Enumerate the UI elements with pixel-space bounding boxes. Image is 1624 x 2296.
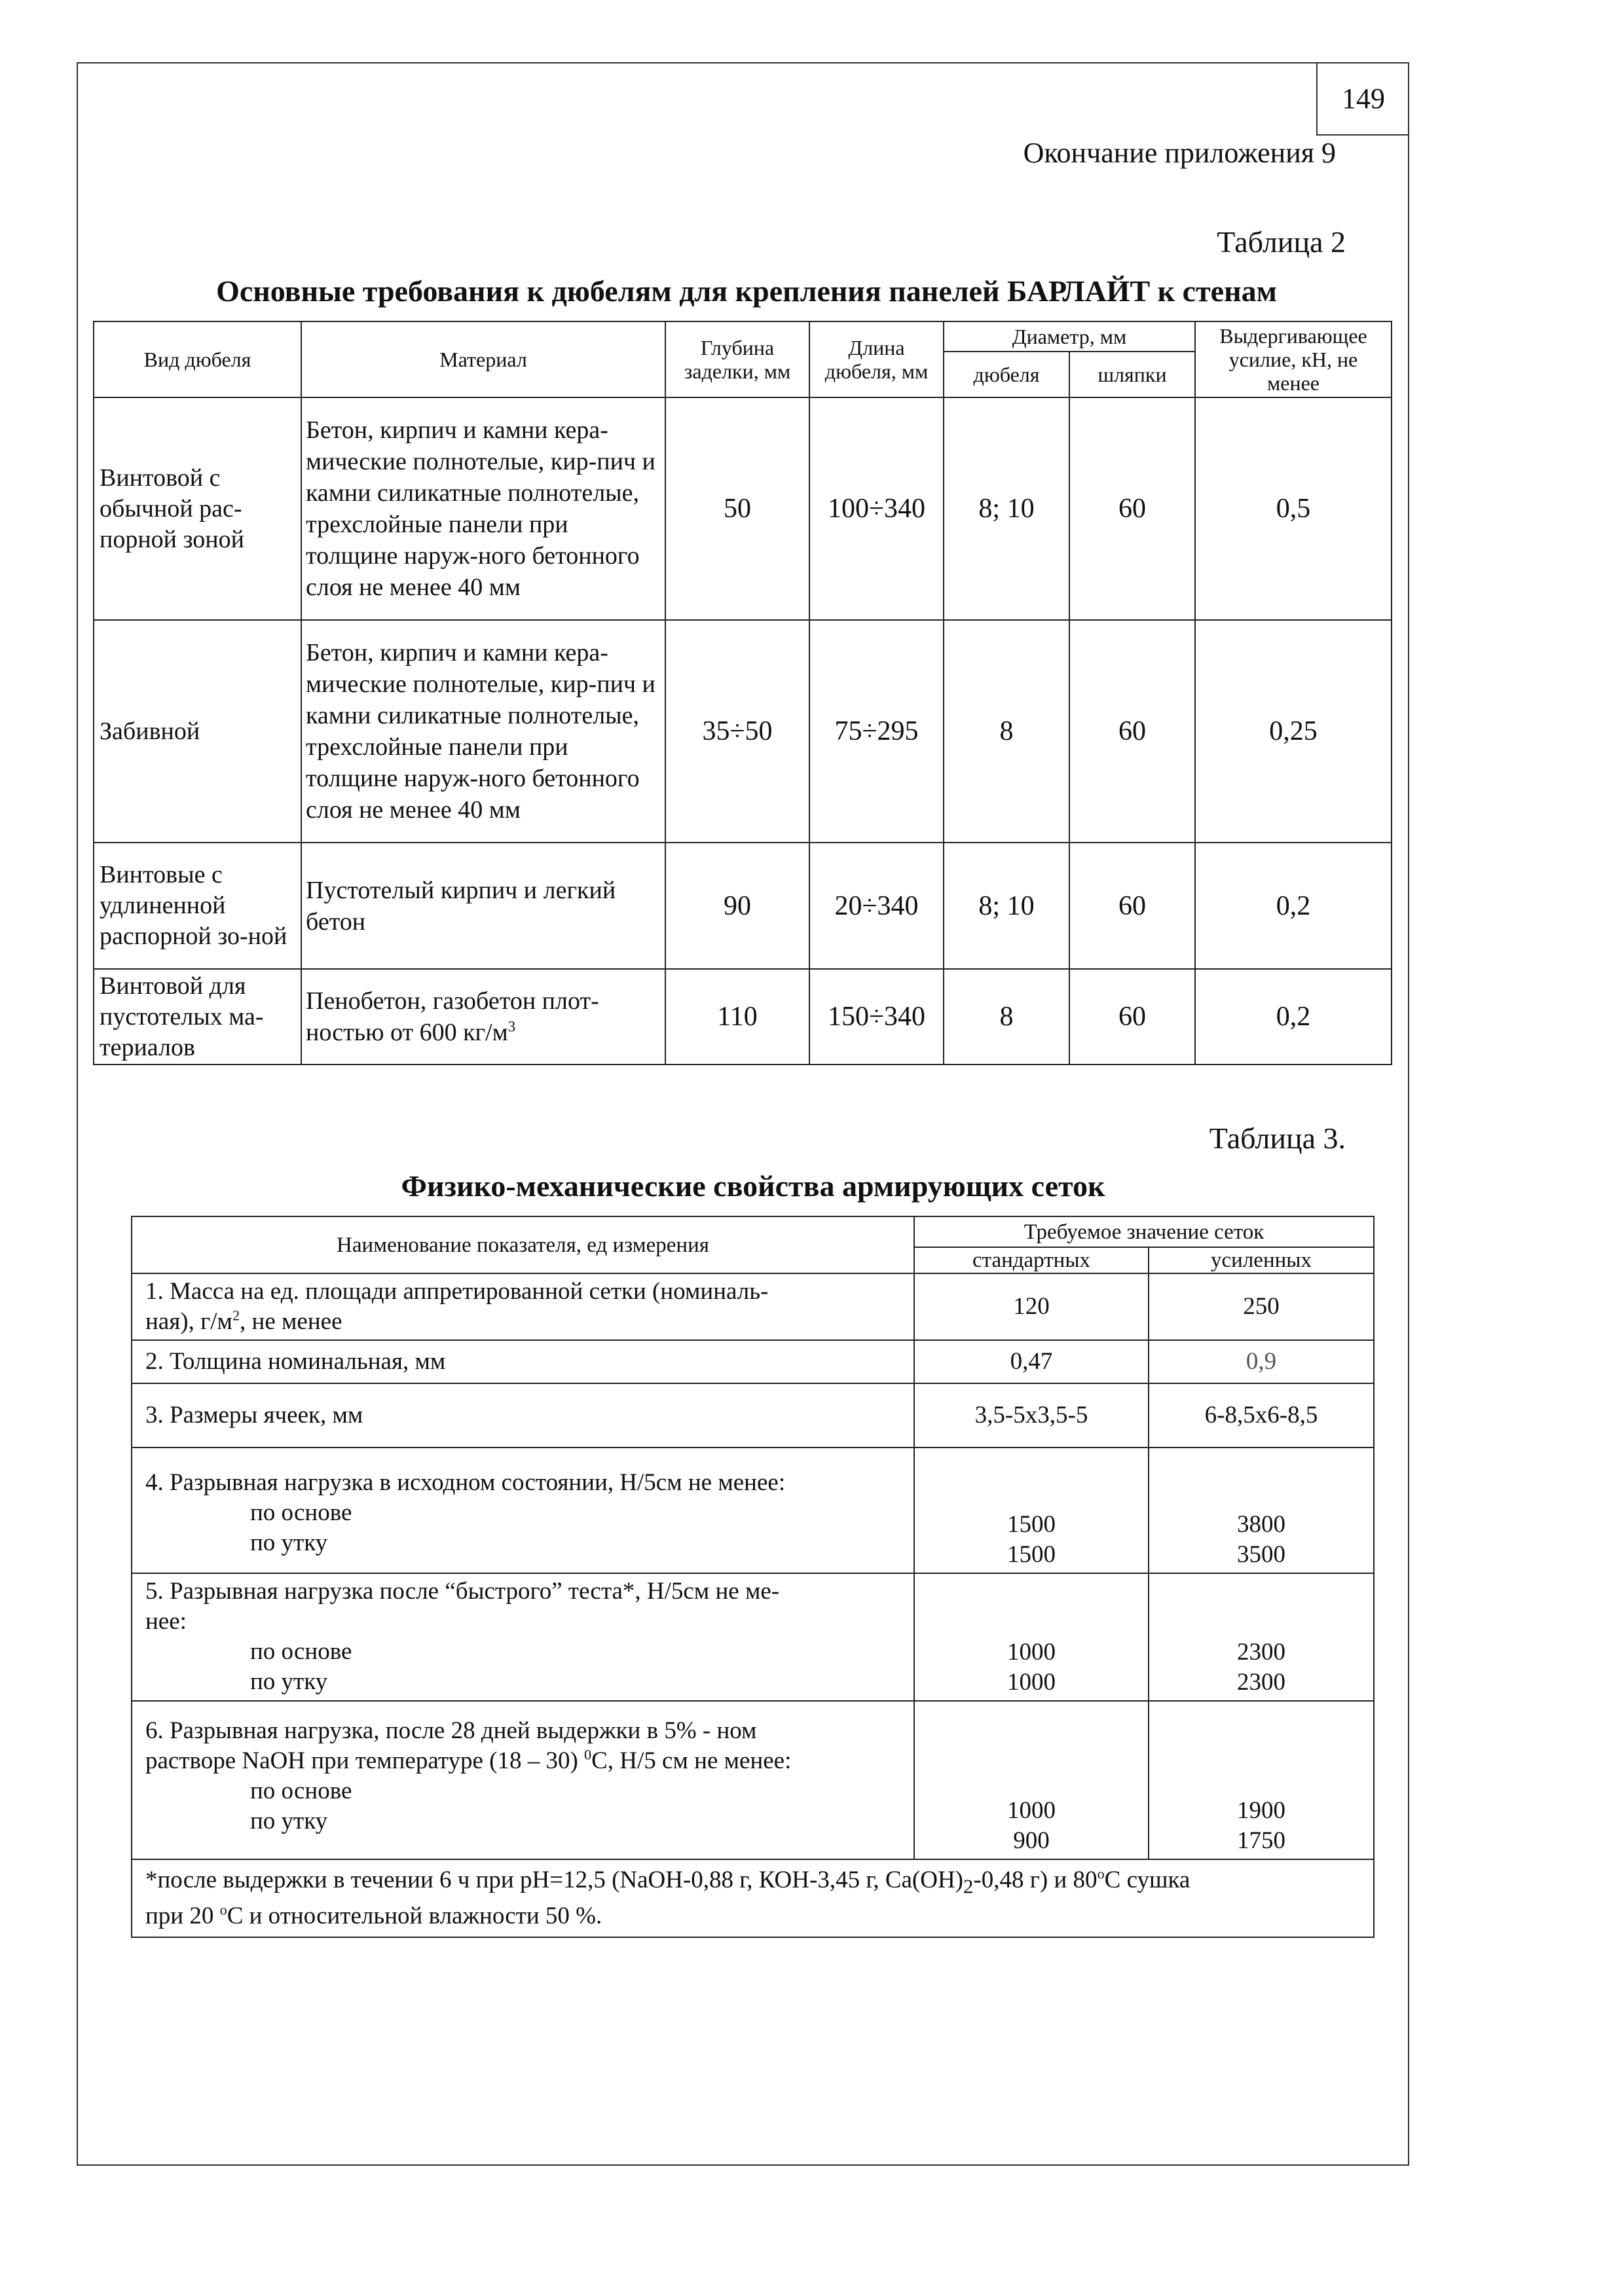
dowel-length: 75÷295 — [809, 620, 944, 843]
pull-force: 0,2 — [1195, 969, 1392, 1065]
dowel-material: Пустотелый кирпич и легкий бетон — [301, 843, 665, 969]
header-indicator: Наименование показателя, ед измерения — [132, 1216, 914, 1273]
table3-caption: Таблица 3. — [1209, 1121, 1346, 1155]
reinforced-value: 2300 2300 — [1149, 1573, 1374, 1701]
pull-force: 0,2 — [1195, 843, 1392, 969]
dowel-material: Пенобетон, газобетон плот-ностью от 600 $кг/м^3$ — [301, 969, 665, 1065]
standard-value: 3,5-5х3,5-5 — [914, 1383, 1149, 1448]
reinforced-value: 3800 3500 — [1149, 1448, 1374, 1573]
dowel-depth: 50 — [665, 397, 809, 620]
header-head-diameter: шляпки — [1069, 352, 1195, 397]
reinforced-value: 1900 1750 — [1149, 1701, 1374, 1859]
header-depth: Глубина заделки, мм — [665, 321, 809, 397]
indicator-label: 1. Масса на ед. площади аппретированной сетки (номиналь- ная), $г/м^2$, не менее — [132, 1273, 914, 1340]
header-reinforced: усиленных — [1149, 1247, 1374, 1273]
standard-value: 0,47 — [914, 1340, 1149, 1383]
dowel-type: Забивной — [94, 620, 301, 843]
reinforced-value: 250 — [1149, 1273, 1374, 1340]
table-row — [94, 397, 1392, 620]
table-row — [94, 969, 1392, 1065]
table2-title: Основные требования к дюбелям для крепления панелей БАРЛАЙТ к стенам — [216, 274, 1277, 308]
header-dowel-diameter: дюбеля — [944, 352, 1069, 397]
page-frame-right — [1408, 62, 1409, 2166]
header-dowel-type: Вид дюбеля — [94, 321, 301, 397]
header-required: Требуемое значение сеток — [914, 1216, 1374, 1247]
dowel-depth: 90 — [665, 843, 809, 969]
head-diameter: 60 — [1069, 397, 1195, 620]
dowel-type: Винтовые с удлиненной распорной зо-ной — [94, 843, 301, 969]
indicator-label: 2. Толщина номинальная, мм — [132, 1340, 914, 1383]
pull-force: 0,5 — [1195, 397, 1392, 620]
superscript: 3 — [507, 1018, 516, 1035]
table3-title: Физико-механические свойства армирующих сеток — [401, 1169, 1105, 1203]
standard-value: 1000 900 — [914, 1701, 1149, 1859]
dowel-material: Бетон, кирпич и камни кера-мические полнотелые, кир-пич и камни силикатные полнотелые, трехслойные панели при толщине наруж-ного бетонного слоя не менее 40 мм — [301, 397, 665, 620]
standard-value: 1500 1500 — [914, 1448, 1149, 1573]
table-row — [132, 1448, 1374, 1573]
header-length: Длина дюбеля, мм — [809, 321, 944, 397]
header-pull-force: Выдергивающее усилие, кН, не менее — [1195, 321, 1392, 397]
head-diameter: 60 — [1069, 620, 1195, 843]
mesh-properties-table — [131, 1216, 1375, 1938]
dowel-length: 100÷340 — [809, 397, 944, 620]
dowel-diameter: 8; 10 — [944, 397, 1069, 620]
indicator-label: 6. Разрывная нагрузка, после 28 дней выдержки в 5% - ном растворе NaOH при температуре (18 – 30) $^0$С, Н/5 см не менее: по основе по утку — [132, 1701, 914, 1859]
dowel-length: 20÷340 — [809, 843, 944, 969]
dowel-diameter: 8 — [944, 969, 1069, 1065]
superscript: 0 — [584, 1746, 592, 1763]
dowel-type: Винтовой с обычной рас-порной зоной — [94, 397, 301, 620]
superscript: 2 — [232, 1307, 240, 1324]
header-material: Материал — [301, 321, 665, 397]
dowel-type: Винтовой для пустотелых ма-териалов — [94, 969, 301, 1065]
table-row — [94, 620, 1392, 843]
dowel-diameter: 8; 10 — [944, 843, 1069, 969]
table-row — [132, 1573, 1374, 1701]
table-row — [94, 843, 1392, 969]
table-row — [132, 1340, 1374, 1383]
dowel-depth: 110 — [665, 969, 809, 1065]
appendix-note: Окончание приложения 9 — [1023, 137, 1336, 169]
page-number: 149 — [1316, 62, 1409, 136]
table-row — [132, 1383, 1374, 1448]
standard-value: 120 — [914, 1273, 1149, 1340]
footnote-row — [132, 1859, 1374, 1937]
reinforced-value: 6-8,5х6-8,5 — [1149, 1383, 1374, 1448]
table-row — [132, 1273, 1374, 1340]
table2-caption: Таблица 2 — [1217, 225, 1346, 259]
dowel-diameter: 8 — [944, 620, 1069, 843]
standard-value: 1000 1000 — [914, 1573, 1149, 1701]
pull-force: 0,25 — [1195, 620, 1392, 843]
dowel-requirements-table — [93, 321, 1392, 1065]
subscript: 2 — [963, 1875, 974, 1898]
indicator-label: 4. Разрывная нагрузка в исходном состоянии, Н/5см не менее: по основе по утку — [132, 1448, 914, 1573]
footnote: *после выдержки в течении 6 ч при рН=12,5 (NaOH-0,88 г, КОН-3,45 г, $Са(ОН)_2-0,48$ г) и $80^оС$ сушка при 20 $^о$С и относительной влажности 50 %. — [132, 1859, 1374, 1937]
dowel-depth: 35÷50 — [665, 620, 809, 843]
dowel-material: Бетон, кирпич и камни кера-мические полнотелые, кир-пич и камни силикатные полнотелые, трехслойные панели при толщине наруж-ного бетонного слоя не менее 40 мм — [301, 620, 665, 843]
table-row — [132, 1701, 1374, 1859]
indicator-label: 3. Размеры ячеек, мм — [132, 1383, 914, 1448]
reinforced-value: 0,9 — [1149, 1340, 1374, 1383]
indicator-label: 5. Разрывная нагрузка после “быстрого” теста*, Н/5см не ме- нее: по основе по утку — [132, 1573, 914, 1701]
header-standard: стандартных — [914, 1247, 1149, 1273]
header-diameter: Диаметр, мм — [944, 321, 1195, 352]
dowel-length: 150÷340 — [809, 969, 944, 1065]
head-diameter: 60 — [1069, 843, 1195, 969]
head-diameter: 60 — [1069, 969, 1195, 1065]
